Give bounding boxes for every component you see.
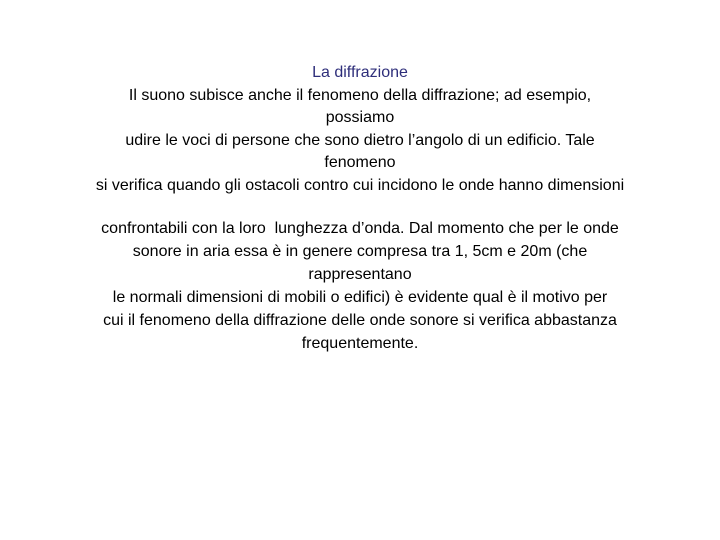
text-line: sonore in aria essa è in genere compresa tra 1, 5cm e 20m (che bbox=[132, 243, 588, 260]
text-line: Il suono subisce anche il fenomeno della diffrazione; ad esempio, bbox=[128, 86, 592, 104]
text-line: udire le voci di persone che sono dietro l’angolo di un edificio. Tale bbox=[125, 131, 595, 149]
text-line: cui il fenomeno della diffrazione delle onde sonore si verifica abbastanza bbox=[103, 312, 617, 329]
text-line: frequentemente. bbox=[301, 335, 419, 352]
text-line: si verifica quando gli ostacoli contro cui incidono le onde hanno dimensioni bbox=[95, 176, 625, 194]
text-line: fenomeno bbox=[324, 154, 396, 171]
text-block-upper bbox=[40, 62, 680, 197]
text-line: le normali dimensioni di mobili o edifici) è evidente qual è il motivo per bbox=[112, 289, 608, 306]
slide-title: La diffrazione bbox=[312, 64, 408, 81]
text-line: confrontabili con la loro lunghezza d’onda. Dal momento che per le onde bbox=[101, 220, 619, 237]
text-line: possiamo bbox=[325, 109, 395, 126]
text-block-lower bbox=[40, 217, 680, 355]
text-line: rappresentano bbox=[308, 266, 412, 283]
